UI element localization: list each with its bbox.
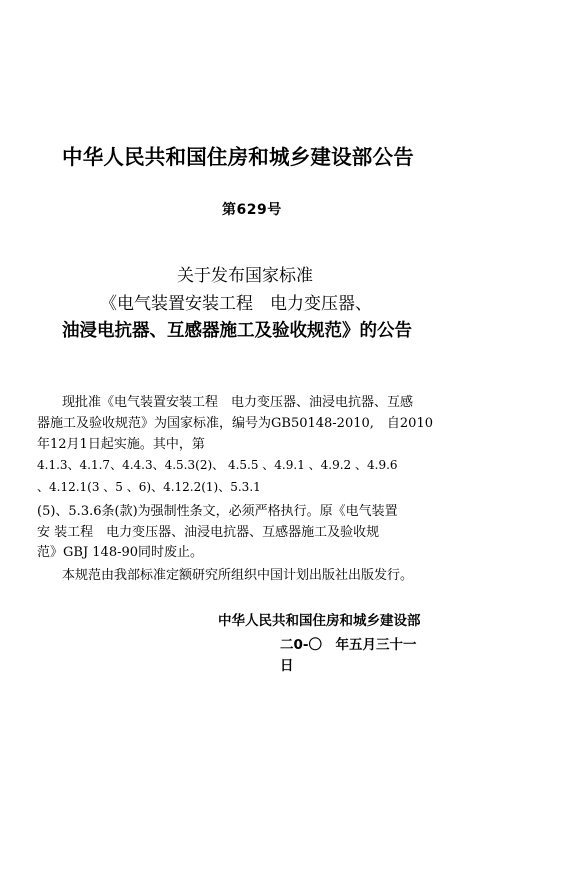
body-line: 现批准《电气装置安装工程 电力变压器、油浸电抗器、互感 xyxy=(62,395,414,410)
subtitle-line-2: 《电气装置安装工程 电力变压器、 xyxy=(100,294,372,314)
body-line: 安 装工程 电力变压器、油浸电抗器、互感器施工及验收规 xyxy=(37,525,380,540)
body-line: 本规范由我部标准定额研究所组织中国计划出版社出版发行。 xyxy=(62,568,414,583)
subtitle-line-1: 关于发布国家标准 xyxy=(177,266,313,286)
signature-date-line-1: 二0-〇 年五月三十一 xyxy=(280,637,417,653)
subtitle-line-3: 油浸电抗器、互感器施工及验收规范》的公告 xyxy=(62,321,412,341)
body-line: (5)、5.3.6条(款)为强制性条文，必须严格执行。原《电气装置 xyxy=(37,504,398,519)
body-line: 器施工及验收规范》为国家标准，编号为GB50148-2010, 自2010 xyxy=(37,416,433,431)
body-line: 年12月1日起实施。其中，第 xyxy=(37,437,205,452)
body-line: 4.1.3、4.1.7、4.4.3、4.5.3(2)、 4.5.5 、4.9.1 、4.9.2 、4.9.6 xyxy=(37,458,398,472)
announcement-title: 中华人民共和国住房和城乡建设部公告 xyxy=(62,145,414,169)
announcement-number: 第629号 xyxy=(222,202,282,218)
signature-date-line-2: 日 xyxy=(280,658,294,674)
body-line: 范》GBJ 148-90同时废止。 xyxy=(37,545,204,560)
body-line: 、4.12.1(3 、5 、6)、4.12.2(1)、5.3.1 xyxy=(37,480,261,494)
signature-org: 中华人民共和国住房和城乡建设部 xyxy=(218,613,421,629)
